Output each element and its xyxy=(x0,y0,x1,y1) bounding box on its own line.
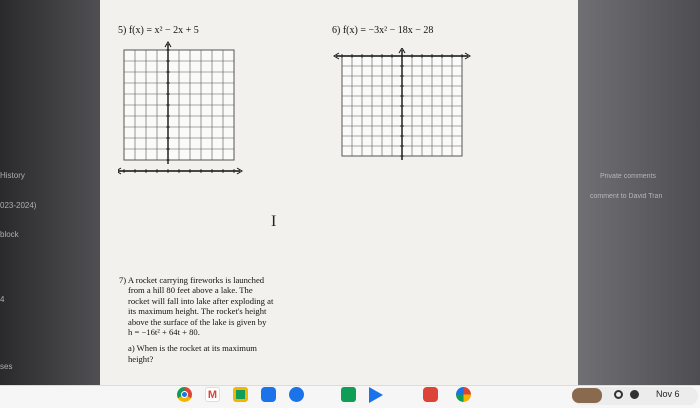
left-item-ses[interactable]: ses xyxy=(0,362,13,371)
chrome-icon[interactable] xyxy=(177,387,192,402)
private-comments-label: Private comments xyxy=(600,173,657,180)
files-icon[interactable] xyxy=(261,387,276,402)
problem-5-label: 5) f(x) = x² − 2x + 5 xyxy=(118,25,199,36)
problem-7-line: above the surface of the lake is given by xyxy=(128,316,267,327)
problem-7a-question: a) When is the rocket at its maximum xyxy=(128,343,257,354)
problem-6-label: 6) f(x) = −3x² − 18x − 28 xyxy=(332,25,434,36)
classroom-icon[interactable] xyxy=(233,387,248,402)
problem-7-line: 7) A rocket carrying fireworks is launched xyxy=(119,275,265,285)
left-item-history[interactable]: History xyxy=(0,171,25,180)
problem-7-line: rocket will fall into lake after exploding at xyxy=(128,295,274,306)
left-item-block[interactable]: block xyxy=(0,230,19,239)
problem-5-graph-grid xyxy=(118,40,244,180)
sheets-icon[interactable] xyxy=(341,387,356,402)
problem-6-graph-grid xyxy=(332,48,472,172)
play-store-icon[interactable] xyxy=(369,387,383,403)
add-comment-field[interactable]: comment to David Tran xyxy=(590,193,663,200)
problem-7-text xyxy=(119,275,299,364)
photos-icon[interactable] xyxy=(456,387,471,402)
problem-7-line: its maximum height. The rocket's height xyxy=(128,306,267,317)
problem-7-line: h = −16t² + 64t + 80. xyxy=(128,327,200,338)
status-dot-icon xyxy=(630,390,639,399)
youtube-icon[interactable] xyxy=(423,387,438,402)
problem-7a-question: height? xyxy=(128,353,154,364)
text-cursor-icon: I xyxy=(271,213,277,230)
status-circle-icon xyxy=(614,390,623,399)
problem-7-line: from a hill 80 feet above a lake. The xyxy=(128,285,253,296)
user-avatar[interactable] xyxy=(572,388,602,403)
gmail-icon[interactable]: M xyxy=(205,387,220,402)
location-icon[interactable] xyxy=(289,387,304,402)
left-item-year[interactable]: 023-2024) xyxy=(0,201,37,210)
left-item-4[interactable]: 4 xyxy=(0,295,5,304)
date-label[interactable]: Nov 6 xyxy=(656,389,680,399)
